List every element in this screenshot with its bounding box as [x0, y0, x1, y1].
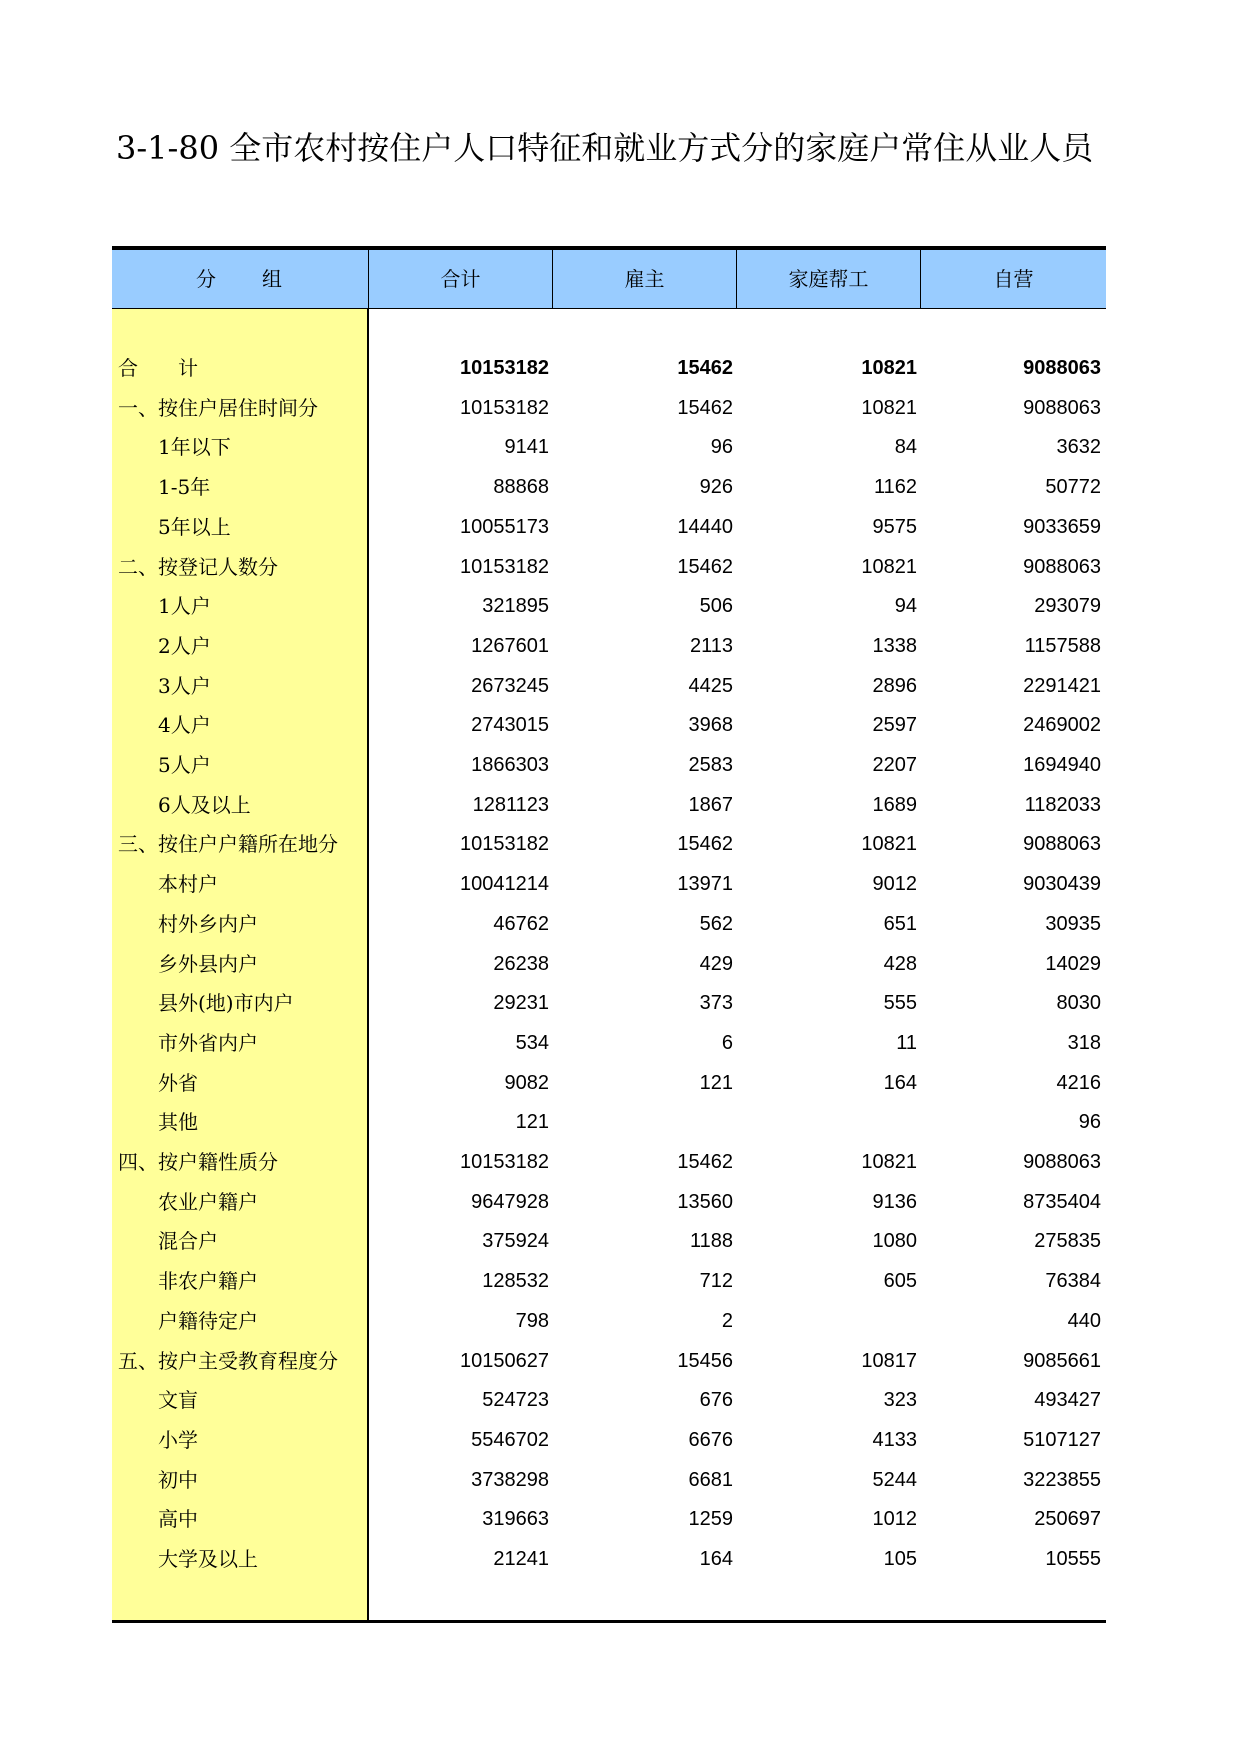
row-value: 164 — [883, 1071, 917, 1094]
row-value: 121 — [515, 1111, 549, 1134]
table-row — [112, 1420, 1106, 1460]
header-employer: 雇主 — [553, 250, 737, 308]
table-row — [112, 1499, 1106, 1539]
row-value: 1182033 — [1024, 793, 1101, 816]
row-value: 2597 — [872, 714, 917, 737]
row-value: 8030 — [1056, 992, 1101, 1015]
row-value: 9088063 — [1023, 1151, 1101, 1173]
row-value: 6681 — [688, 1468, 733, 1491]
row-value: 30935 — [1045, 912, 1101, 935]
table-row — [112, 1221, 1106, 1261]
row-value: 13971 — [677, 873, 733, 896]
row-value: 9575 — [872, 515, 917, 538]
row-value: 10817 — [861, 1349, 917, 1372]
row-value: 4216 — [1056, 1071, 1101, 1094]
row-label: 非农户籍户 — [158, 1269, 258, 1294]
row-value: 2583 — [688, 754, 733, 776]
row-value: 534 — [515, 1031, 549, 1054]
row-value: 76384 — [1045, 1270, 1101, 1293]
row-value: 26238 — [493, 952, 549, 975]
row-value: 2 — [721, 1309, 733, 1332]
row-label: 高中 — [158, 1507, 198, 1532]
row-value: 6676 — [688, 1428, 733, 1451]
row-value: 105 — [883, 1548, 917, 1570]
row-label: 本村户 — [158, 872, 218, 897]
table-row — [112, 348, 1106, 388]
row-label: 外省 — [158, 1070, 198, 1095]
row-value: 798 — [515, 1309, 549, 1332]
row-label: 2人户 — [158, 633, 211, 658]
row-label: 市外省内户 — [158, 1030, 258, 1055]
row-value: 10153182 — [460, 555, 549, 578]
row-value: 1281123 — [472, 793, 549, 816]
row-label: 合 计 — [118, 356, 198, 380]
row-label: 5人户 — [158, 753, 211, 777]
row-value: 15462 — [677, 1151, 733, 1173]
row-value: 14440 — [677, 515, 733, 538]
row-value: 6 — [721, 1031, 733, 1054]
table-row — [112, 1261, 1106, 1301]
row-value: 1694940 — [1023, 754, 1101, 776]
row-value: 651 — [883, 912, 917, 935]
row-value: 29231 — [493, 992, 549, 1015]
row-value: 9136 — [872, 1190, 917, 1213]
row-value: 3968 — [688, 714, 733, 737]
row-label: 其他 — [158, 1110, 198, 1135]
row-value: 318 — [1067, 1031, 1101, 1054]
row-label: 乡外县内户 — [158, 951, 258, 976]
row-value: 293079 — [1034, 595, 1101, 618]
row-value: 1866303 — [471, 754, 549, 776]
table-row — [112, 1182, 1106, 1222]
table-row — [112, 864, 1106, 904]
row-label: 五、按户主受教育程度分 — [118, 1348, 338, 1373]
table-row — [112, 1460, 1106, 1500]
header-group: 分 组 — [112, 250, 369, 308]
row-value: 2291421 — [1023, 674, 1101, 697]
row-value: 562 — [699, 912, 733, 935]
data-table — [112, 246, 1106, 1624]
table-header — [112, 250, 1106, 309]
row-value: 9082 — [504, 1071, 549, 1094]
row-value: 14029 — [1045, 952, 1101, 975]
row-value: 3738298 — [471, 1468, 549, 1491]
row-value: 9085661 — [1023, 1349, 1101, 1372]
row-value: 429 — [699, 952, 733, 975]
table-row — [112, 586, 1106, 626]
row-value: 3223855 — [1023, 1468, 1101, 1491]
table-row — [112, 388, 1106, 428]
row-value: 46762 — [493, 912, 549, 935]
row-label: 文盲 — [158, 1388, 198, 1413]
row-value: 1259 — [688, 1508, 733, 1531]
row-value: 96 — [1078, 1111, 1101, 1134]
row-value: 428 — [883, 952, 917, 975]
row-value: 10055173 — [460, 515, 549, 538]
row-value: 1080 — [872, 1230, 917, 1253]
row-value: 375924 — [482, 1230, 549, 1253]
row-value: 15462 — [677, 833, 733, 856]
row-value: 15456 — [677, 1349, 733, 1372]
table-row — [112, 1341, 1106, 1381]
row-value: 84 — [894, 436, 917, 459]
row-value: 2469002 — [1023, 714, 1101, 737]
row-value: 506 — [699, 595, 733, 618]
row-value: 524723 — [482, 1389, 549, 1412]
table-row — [112, 507, 1106, 547]
row-value: 15462 — [677, 555, 733, 578]
row-value: 50772 — [1045, 476, 1101, 499]
row-value: 10821 — [861, 357, 917, 379]
table-row — [112, 1102, 1106, 1142]
row-value: 1267601 — [471, 634, 549, 657]
header-self-employed: 自营 — [993, 267, 1034, 291]
row-label: 5年以上 — [158, 514, 231, 539]
row-value: 9647928 — [471, 1190, 549, 1213]
row-value: 9088063 — [1023, 555, 1101, 578]
row-value: 275835 — [1034, 1230, 1101, 1253]
row-value: 2113 — [689, 634, 733, 657]
row-value: 323 — [883, 1389, 917, 1412]
row-value: 1012 — [872, 1508, 917, 1531]
row-value: 4425 — [688, 674, 733, 697]
table-row — [112, 1301, 1106, 1341]
row-label: 县外(地)市内户 — [158, 991, 294, 1016]
row-value: 1157588 — [1024, 634, 1101, 657]
row-label: 4人户 — [158, 713, 211, 738]
row-value: 21241 — [493, 1548, 549, 1570]
row-value: 5107127 — [1023, 1428, 1101, 1451]
row-value: 10153182 — [460, 833, 549, 856]
row-value: 9088063 — [1023, 396, 1101, 419]
row-label: 小学 — [158, 1427, 198, 1452]
row-value: 10153182 — [460, 396, 549, 419]
row-value: 440 — [1067, 1309, 1101, 1332]
row-value: 2743015 — [471, 714, 549, 737]
row-value: 88868 — [493, 476, 549, 499]
table-row — [112, 427, 1106, 467]
row-value: 10153182 — [460, 357, 549, 379]
bottom-rule — [112, 1620, 1106, 1623]
table-row — [112, 1380, 1106, 1420]
row-label: 大学及以上 — [158, 1547, 258, 1571]
table-row — [112, 1539, 1106, 1579]
row-value: 121 — [699, 1071, 733, 1094]
row-value: 3632 — [1056, 436, 1101, 459]
table-row — [112, 547, 1106, 587]
row-value: 9088063 — [1023, 357, 1101, 379]
row-value: 9088063 — [1023, 833, 1101, 856]
row-value: 10153182 — [460, 1151, 549, 1173]
row-value: 128532 — [482, 1270, 549, 1293]
row-value: 96 — [710, 436, 733, 459]
row-value: 1188 — [689, 1230, 733, 1253]
row-value: 8735404 — [1023, 1190, 1101, 1213]
row-value: 2673245 — [471, 674, 549, 697]
header-total: 合计 — [369, 250, 553, 308]
row-label: 一、按住户居住时间分 — [118, 395, 318, 420]
row-label: 初中 — [158, 1467, 198, 1492]
row-value: 676 — [699, 1389, 733, 1412]
row-label: 1-5年 — [158, 475, 211, 500]
table-row — [112, 467, 1106, 507]
row-value: 5244 — [872, 1468, 917, 1491]
row-value: 1162 — [873, 476, 917, 499]
row-value: 94 — [894, 595, 917, 618]
table-row — [112, 944, 1106, 984]
row-value: 164 — [699, 1548, 733, 1570]
table-row — [112, 705, 1106, 745]
table-row — [112, 1063, 1106, 1103]
table-row — [112, 626, 1106, 666]
row-value: 10150627 — [460, 1349, 549, 1372]
row-value: 15462 — [677, 396, 733, 419]
row-value: 5546702 — [471, 1428, 549, 1451]
table-row — [112, 824, 1106, 864]
row-value: 9030439 — [1023, 873, 1101, 896]
table-row — [112, 1023, 1106, 1063]
row-value: 10821 — [861, 555, 917, 578]
row-value: 10555 — [1045, 1548, 1101, 1570]
row-value: 11 — [896, 1031, 917, 1054]
row-label: 1年以下 — [158, 435, 231, 460]
row-label: 四、按户籍性质分 — [118, 1150, 278, 1174]
row-label: 农业户籍户 — [158, 1189, 258, 1214]
row-value: 250697 — [1034, 1508, 1101, 1531]
row-value: 321895 — [482, 595, 549, 618]
row-label: 1人户 — [158, 594, 211, 619]
row-value: 319663 — [482, 1508, 549, 1531]
row-value: 1689 — [872, 793, 917, 816]
row-value: 1867 — [688, 793, 733, 816]
row-label: 二、按登记人数分 — [118, 554, 278, 579]
header-family-helper: 家庭帮工 — [737, 250, 921, 308]
row-label: 3人户 — [158, 673, 211, 698]
row-value: 10821 — [861, 396, 917, 419]
table-row — [112, 785, 1106, 825]
row-value: 712 — [699, 1270, 733, 1293]
table-row — [112, 904, 1106, 944]
row-value: 9141 — [504, 436, 549, 459]
table-row — [112, 745, 1106, 785]
row-label: 户籍待定户 — [158, 1308, 258, 1333]
row-value: 2896 — [872, 674, 917, 697]
row-value: 373 — [699, 992, 733, 1015]
row-value: 605 — [883, 1270, 917, 1293]
row-label: 混合户 — [158, 1229, 218, 1254]
row-value: 10041214 — [460, 873, 549, 896]
row-value: 1338 — [872, 634, 917, 657]
row-value: 10821 — [861, 833, 917, 856]
row-value: 493427 — [1034, 1389, 1101, 1412]
row-value: 555 — [883, 992, 917, 1015]
row-label: 6人及以上 — [158, 792, 251, 817]
row-value: 9012 — [872, 873, 917, 896]
table-row — [112, 1142, 1106, 1182]
row-value: 9033659 — [1023, 515, 1101, 538]
row-label: 三、按住户户籍所在地分 — [118, 832, 338, 857]
table-row — [112, 983, 1106, 1023]
table-title: 3-1-80 全市农村按住户人口特征和就业方式分的家庭户常住从业人员 — [116, 129, 1094, 167]
row-value: 2207 — [872, 754, 917, 776]
table-row — [112, 666, 1106, 706]
row-value: 13560 — [677, 1190, 733, 1213]
row-value: 10821 — [861, 1151, 917, 1173]
row-value: 4133 — [872, 1428, 917, 1451]
row-label: 村外乡内户 — [158, 911, 258, 936]
row-value: 926 — [699, 476, 733, 499]
row-value: 15462 — [677, 357, 733, 379]
